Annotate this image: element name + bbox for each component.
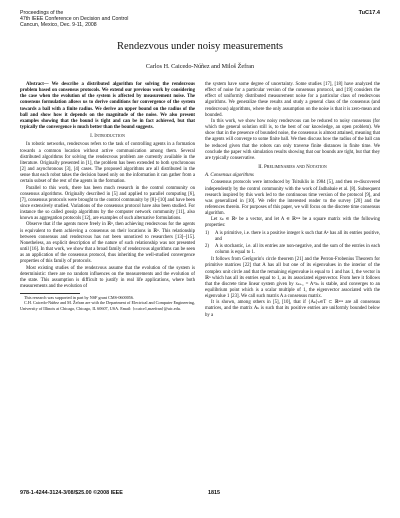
paper-authors: Carlos H. Caicedo-Núñez and Miloš Žefran — [145, 63, 255, 70]
subsection-heading-consensus: A. Consensus algorithms — [205, 173, 254, 179]
abstract: Abstract— We describe a distributed algorithm for solving the rendezvous problem based on consensus protocols. We extend our previous work by considering the case when the evolution of the system is affected by measurement noise. The consensus formulation allows us to derive conditions for convergence of the system towards a ball with a finite radius. We derive an upper bound on the radius of the ball and show how it depends on the magnitude of the noise. We also present examples showing that the bound is tight and can be in fact achieved, but that typically the convergence is much better than the bound suggests. — [20, 82, 195, 131]
consensus-paragraph-1: Consensus protocols were introduced by Tsitsiklis in 1984 [5], and then re-discovered independently by the control community with the work of Jadbabaie et al. [8]. Subsequent research inspired by this work led to the continuous time version of the protocol [9], and was generalized in [10]. We refer the interested reader to the survey [20] and the references therein. For purposes of this paper, we will focus on the discrete time consensus algorithm. — [205, 180, 380, 217]
intro-continued-paragraph: the system have some degree of uncertainty. Some studies [17], [18] have analyzed the effect of noise for a particular version of the consensus protocol, and [19] considers the effect of uniformly distributed measurement noise for a particular class of rendezvous algorithms. We generalize these results and study a general class of the consensus (and rendezvous) algorithms, where the only assumption on the noise is that it is zero-mean and bounded. — [205, 82, 380, 118]
footnote-divider — [20, 293, 80, 294]
intro-contribution-paragraph: In this work, we show how noisy rendezvous can be reduced to noisy consensus (for which the general solution still is, to the best of our knowledge, an open problem). We show that in the presence of bounded noise, the consensus is almost attained, meaning that the agents will converge to some finite ball. We then discuss how the radius of the ball can be reduced given that the robots can only traverse finite distances in finite time. We conclude the paper with simulation results showing that our bounds are tight, but that they are typically conservative. — [205, 118, 380, 161]
list-item-number: 2) — [205, 243, 209, 249]
isbn-copyright: 978-1-4244-3124-3/08/$25.00 ©2008 IEEE — [20, 490, 123, 496]
right-column — [205, 82, 380, 319]
paper-title: Rendezvous under noisy measurements — [117, 41, 283, 52]
conference-line-3: Cancun, Mexico, Dec. 9-11, 2008 — [20, 22, 97, 29]
consensus-paragraph-4: It is shown, among others in [5], [10], that if {Aₖ}ₖ∈T ⊂ ℝⁿˣⁿ are all consensus matrices, and the matrix Aₖ is such that its positive entries are uniformly bounded below by a — [205, 300, 380, 318]
consensus-paragraph-2: Let xₖ ∈ ℝⁿ be a vector, and let A ∈ ℝⁿˣⁿ be a square matrix with the following properties: — [205, 217, 380, 229]
intro-paragraph-3: Observe that if the agents move freely in ℝⁿ, then achieving rendezvous for the agents is equivalent to them achieving a consensus on their locations in ℝⁿ. This relationship between consensus and rendezvous has not been unnoticed to researchers [13]–[15]. Nonetheless, an explicit description of the nature of such relationship was not presented until [16]. In that work, we show that a broad family of rendezvous algorithms can be seen as an application of the consensus protocol, thus inheriting the well-studied convergence properties of this family of protocols. — [20, 222, 195, 265]
list-item — [205, 244, 380, 256]
intro-paragraph-1: In robotic networks, rendezvous refers to the task of controlling agents in a formation towards a common location without active communication among them. Several distributed algorithms for solving the rendezvous problem are currently available in the literature. Originally presented in [1], the problem has been extended to both synchronous [2] and asynchronous [3], [4] cases. The proposed algorithms are all distributed in the sense that each robot takes the decision based only on the information it can gather from a certain subset of the rest of the agents in the formation. — [20, 142, 195, 185]
list-item-text: A is stochastic, i.e. all its entries are non-negative, and the sum of the entries in each column is equal to 1. — [215, 243, 380, 256]
section-heading-preliminaries: II. Preliminaries and Notation — [258, 165, 327, 171]
section-heading-introduction: I. Introduction — [90, 134, 125, 140]
footnote-affiliation: C.H. Caicedo-Núñez and M. Žefran are with the Department of Electrical and Computer Engineering, University of Illinois at Chicago, Chicago, IL 60607, USA. Email: {ccaice1,mzefran}@uic.edu. — [20, 300, 195, 311]
list-item — [205, 231, 380, 243]
conference-line-1: Proceedings of the — [20, 10, 64, 16]
conference-header — [20, 10, 128, 29]
footnotes — [20, 295, 195, 311]
list-item-number: 1) — [205, 230, 209, 236]
page-number: 1815 — [208, 490, 220, 496]
consensus-paragraph-3: It follows from Gerŝgorin's circle theorem [21] and the Perron-Frobenius Theorem for primitive matrices [22] that A has all but one of its eigenvalues in the interior of the complex unit circle and that the remaining eigenvalue is equal to 1 and has 1, the vector in ℝⁿ which has all its entries equal to 1, as its associated eigenvector. From here it follows that the discrete time linear system given by xₖ₊₁ = Aᵀxₖ is stable, and converges to an equilibrium point which is a scalar multiple of 1, the eigenvector associated with the eigenvalue 1 [23]. We call such matrix A a consensus matrix. — [205, 257, 380, 300]
intro-paragraph-4: Most existing studies of the rendezvous assume that the evolution of the system is deterministic: there are no random influences on the measurements and the evolution of the state. This assumption is difficult to justify in real life applications, where both measurements and the evolution of — [20, 265, 195, 289]
list-item-text: A is primitive, i.e. there is a positive integer k such that Aᵏ has all its entries positive, and — [215, 230, 380, 242]
page-footer — [20, 490, 380, 498]
footnote-funding: This research was supported in part by NSF grant CMS-0600056. — [24, 295, 135, 301]
left-column — [20, 82, 195, 311]
intro-paragraph-2: Parallel to this work, there has been much research in the control community on consensus algorithms. Originally described in [5] and applied to parallel computing [6], [7], consensus protocols were brought to the control community by [8]–[10] and have been since extensively studied. Variations of the consensus protocol have also been studied. For instance the so called gossip algorithms by the computer network community [11], also known as aggregation protocols [12], are examples of such alternative formulations. — [20, 185, 195, 222]
conference-line-2: 47th IEEE Conference on Decision and Control — [20, 16, 129, 23]
session-code: TuC17.4 — [358, 10, 380, 16]
